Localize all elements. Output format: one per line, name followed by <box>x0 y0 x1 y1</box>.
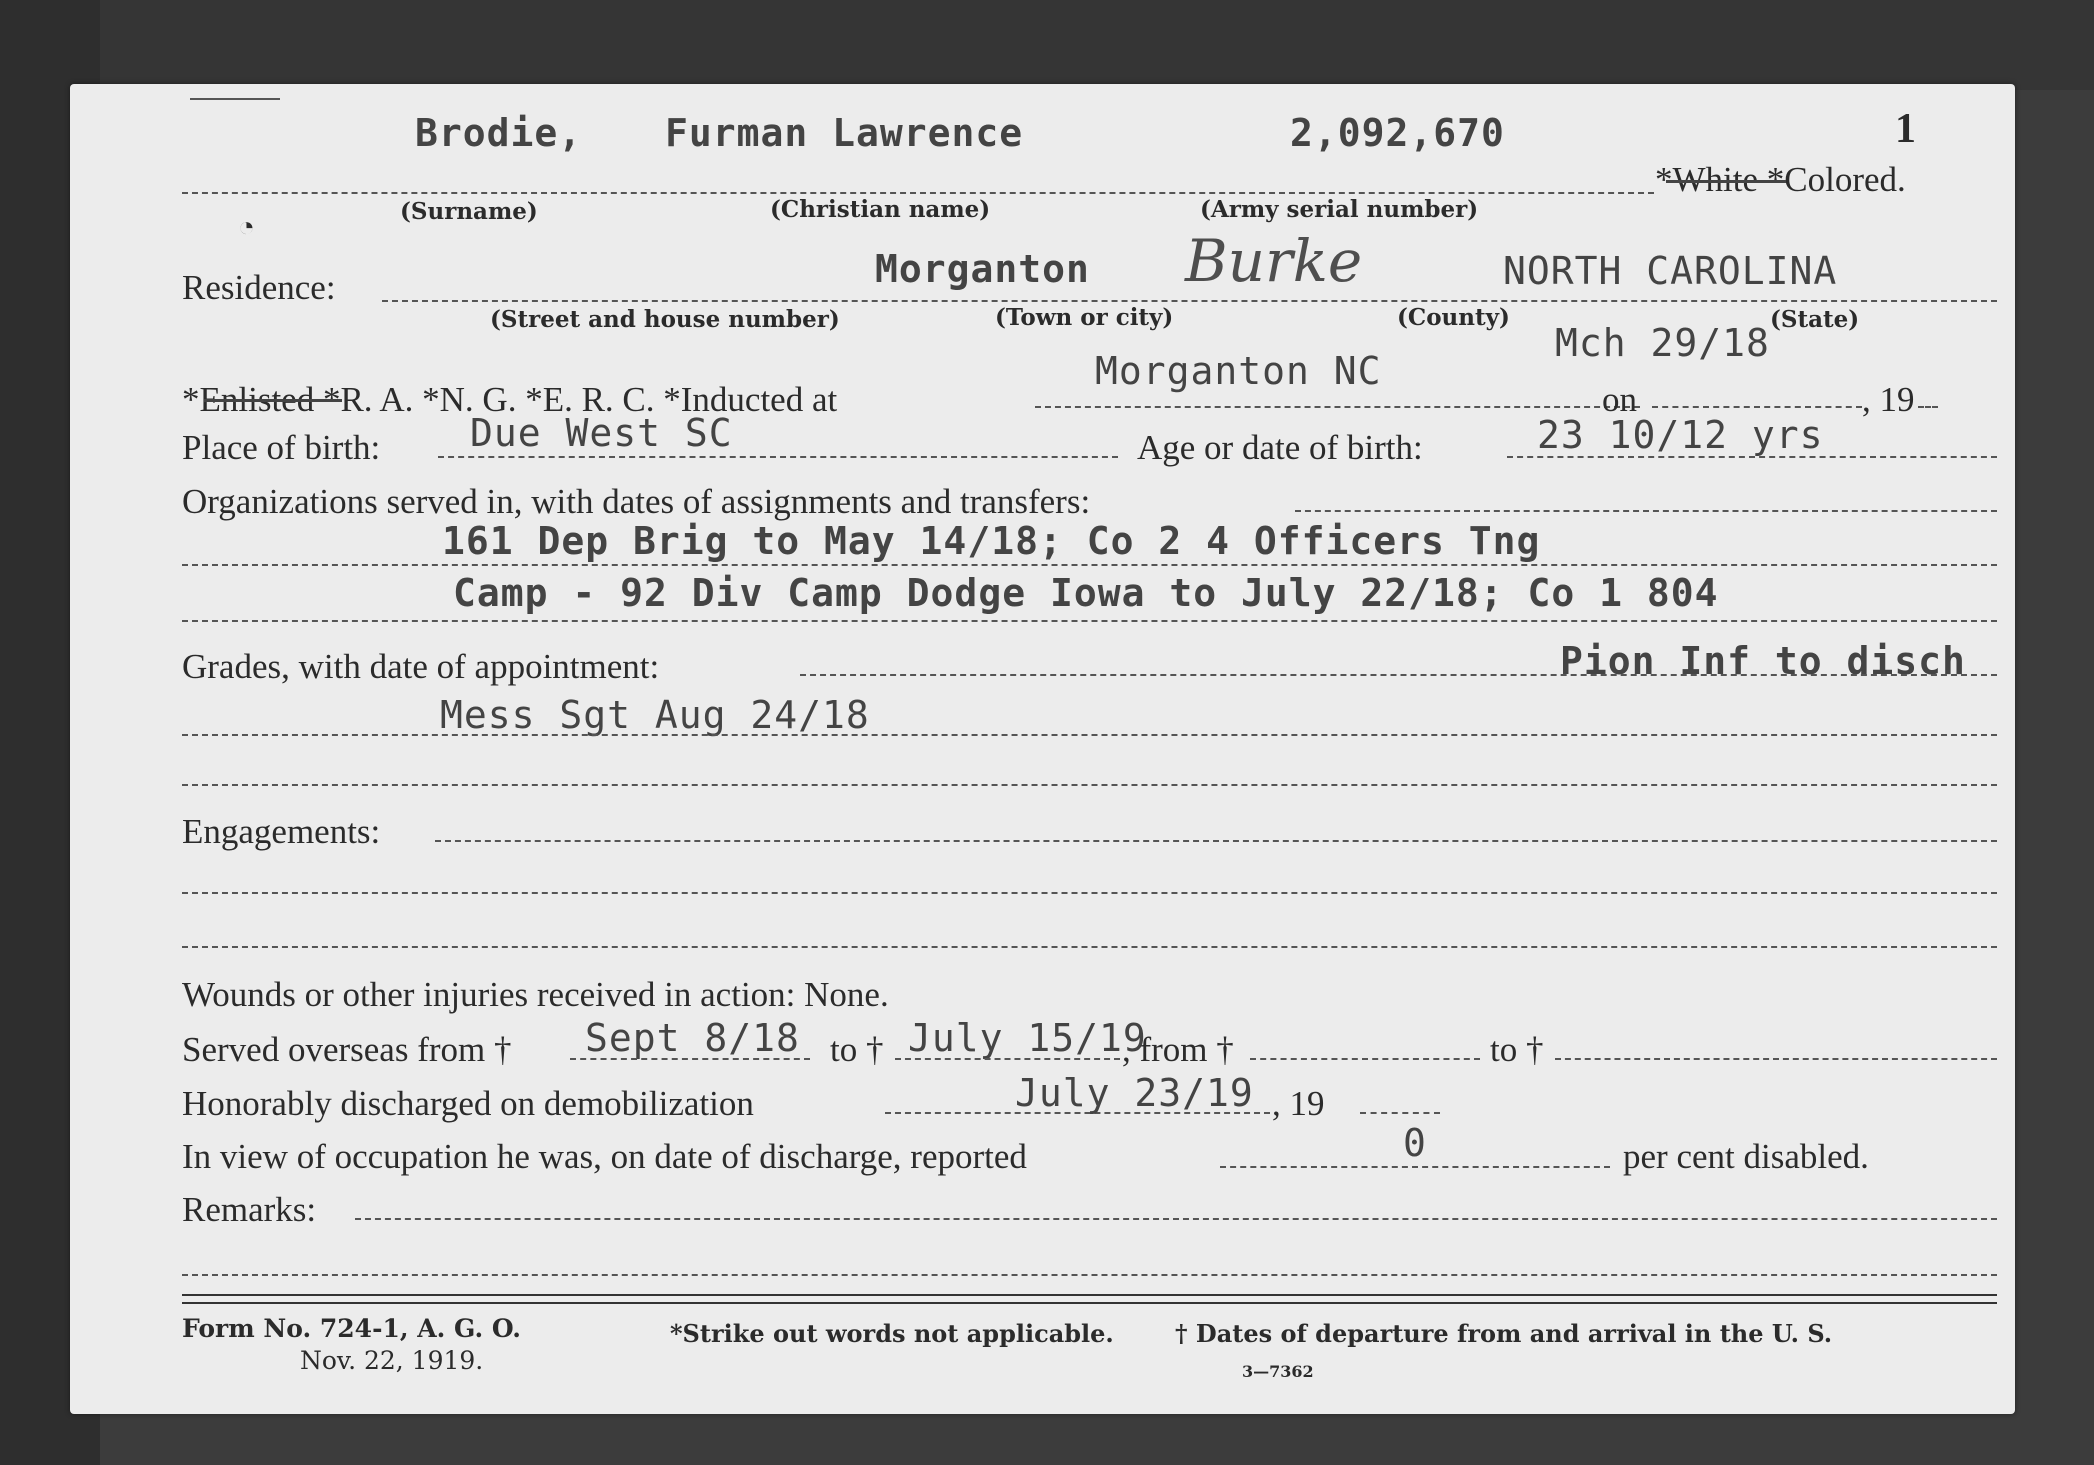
age-label: Age or date of birth: <box>1137 428 1423 467</box>
corner-mark: ◔ <box>238 212 255 243</box>
overseas-label: Served overseas from † <box>182 1030 512 1069</box>
second-from-line <box>1250 1058 1480 1060</box>
age-value: 23 10/12 yrs <box>1537 413 1824 457</box>
surname-value: Brodie, <box>415 111 583 155</box>
discharge-year-line <box>1360 1112 1440 1114</box>
enlisted-strike <box>204 399 342 402</box>
disabled-value: 0 <box>1403 1121 1427 1165</box>
remarks-line-0 <box>355 1218 1997 1220</box>
grades-label: Grades, with date of appointment: <box>182 647 660 686</box>
occupation-label: In view of occupation he was, on date of discharge, reported <box>182 1137 1027 1176</box>
wounds-label: Wounds or other injuries received in action: None. <box>182 975 889 1014</box>
residence-label: Residence: <box>182 268 336 307</box>
organizations-label: Organizations served in, with dates of assignments and transfers: <box>182 482 1091 521</box>
birth-place-line <box>438 456 1118 458</box>
organizations-line-1 <box>182 564 1997 566</box>
overseas-to-label: to † <box>830 1030 884 1069</box>
street-caption: (Street and house number) <box>490 306 840 333</box>
print-code: 3—7362 <box>1242 1362 1314 1381</box>
town-caption: (Town or city) <box>995 304 1174 331</box>
footer-rule-1 <box>182 1294 1997 1296</box>
engagements-label: Engagements: <box>182 812 381 851</box>
serial-number-value: 2,092,670 <box>1290 111 1505 155</box>
induction-date-value: Mch 29/18 <box>1555 321 1770 365</box>
residence-line <box>382 300 1997 302</box>
christian-caption: (Christian name) <box>770 196 991 223</box>
engagements-line-0 <box>435 840 1997 842</box>
dates-note: † Dates of departure from and arrival in the U. S. <box>1175 1319 1833 1348</box>
overseas-to-line <box>895 1058 1120 1060</box>
organization-entry-3: Pion Inf to disch <box>1560 639 1966 683</box>
second-to-label: to † <box>1490 1030 1544 1069</box>
organization-entry-1: 161 Dep Brig to May 14/18; Co 2 4 Officers Tng <box>442 519 1541 563</box>
engagements-line-2 <box>182 946 1997 948</box>
serial-caption: (Army serial number) <box>1200 196 1479 223</box>
grades-line-2 <box>182 784 1997 786</box>
scan-background-top <box>0 0 2094 90</box>
inducted-at-value: Morganton NC <box>1095 349 1382 393</box>
age-line <box>1507 456 1997 458</box>
grades-line-0 <box>800 674 1997 676</box>
form-date: Nov. 22, 1919. <box>300 1346 484 1375</box>
overseas-from-value: Sept 8/18 <box>585 1016 800 1060</box>
organizations-line-0 <box>1295 510 1997 512</box>
name-line <box>182 192 1654 194</box>
birth-place-label: Place of birth: <box>182 428 381 467</box>
disabled-label: per cent disabled. <box>1623 1137 1869 1176</box>
discharge-date-value: July 23/19 <box>1015 1071 1254 1115</box>
christian-name-value: Furman Lawrence <box>665 111 1024 155</box>
surname-caption: (Surname) <box>400 198 538 225</box>
second-from-label: , from † <box>1122 1030 1234 1069</box>
overseas-to-value: July 15/19 <box>908 1016 1147 1060</box>
white-strike <box>1666 180 1786 183</box>
on-line <box>1652 406 1862 408</box>
remarks-line-1 <box>182 1274 1997 1276</box>
year-label: , 19 <box>1862 380 1915 419</box>
footer-rule-2 <box>182 1302 1997 1304</box>
discharge-label: Honorably discharged on demobilization <box>182 1084 754 1123</box>
town-value: Morganton <box>875 247 1090 291</box>
county-value: Burke <box>1185 227 1363 295</box>
disability-line <box>1220 1166 1610 1168</box>
form-number: Form No. 724-1, A. G. O. <box>182 1314 521 1343</box>
remarks-label: Remarks: <box>182 1190 317 1229</box>
engagements-line-1 <box>182 892 1997 894</box>
enlisted-label: *Enlisted *R. A. *N. G. *E. R. C. *Inducted at <box>182 380 838 419</box>
strike-out-note: *Strike out words not applicable. <box>670 1319 1114 1348</box>
top-mark <box>190 98 280 100</box>
state-caption: (State) <box>1770 306 1860 333</box>
card-number: 1 <box>1895 106 1916 152</box>
organization-entry-2: Camp - 92 Div Camp Dodge Iowa to July 22/18; Co 1 804 <box>453 571 1719 615</box>
grade-entry-1: Mess Sgt Aug 24/18 <box>440 693 870 737</box>
service-record-card <box>70 84 2015 1414</box>
organizations-line-2 <box>182 620 1997 622</box>
discharge-year-label: , 19 <box>1272 1084 1325 1123</box>
overseas-from-line <box>570 1058 810 1060</box>
county-caption: (County) <box>1397 304 1510 331</box>
birth-place-value: Due West SC <box>470 411 733 455</box>
inducted-line <box>1035 406 1640 408</box>
state-value: NORTH CAROLINA <box>1503 249 1838 293</box>
second-to-line <box>1555 1058 1997 1060</box>
year-line <box>1918 406 1938 408</box>
on-label: on <box>1602 380 1637 419</box>
grades-line-1 <box>182 734 1997 736</box>
race-label: *White *Colored. <box>1655 160 1906 199</box>
